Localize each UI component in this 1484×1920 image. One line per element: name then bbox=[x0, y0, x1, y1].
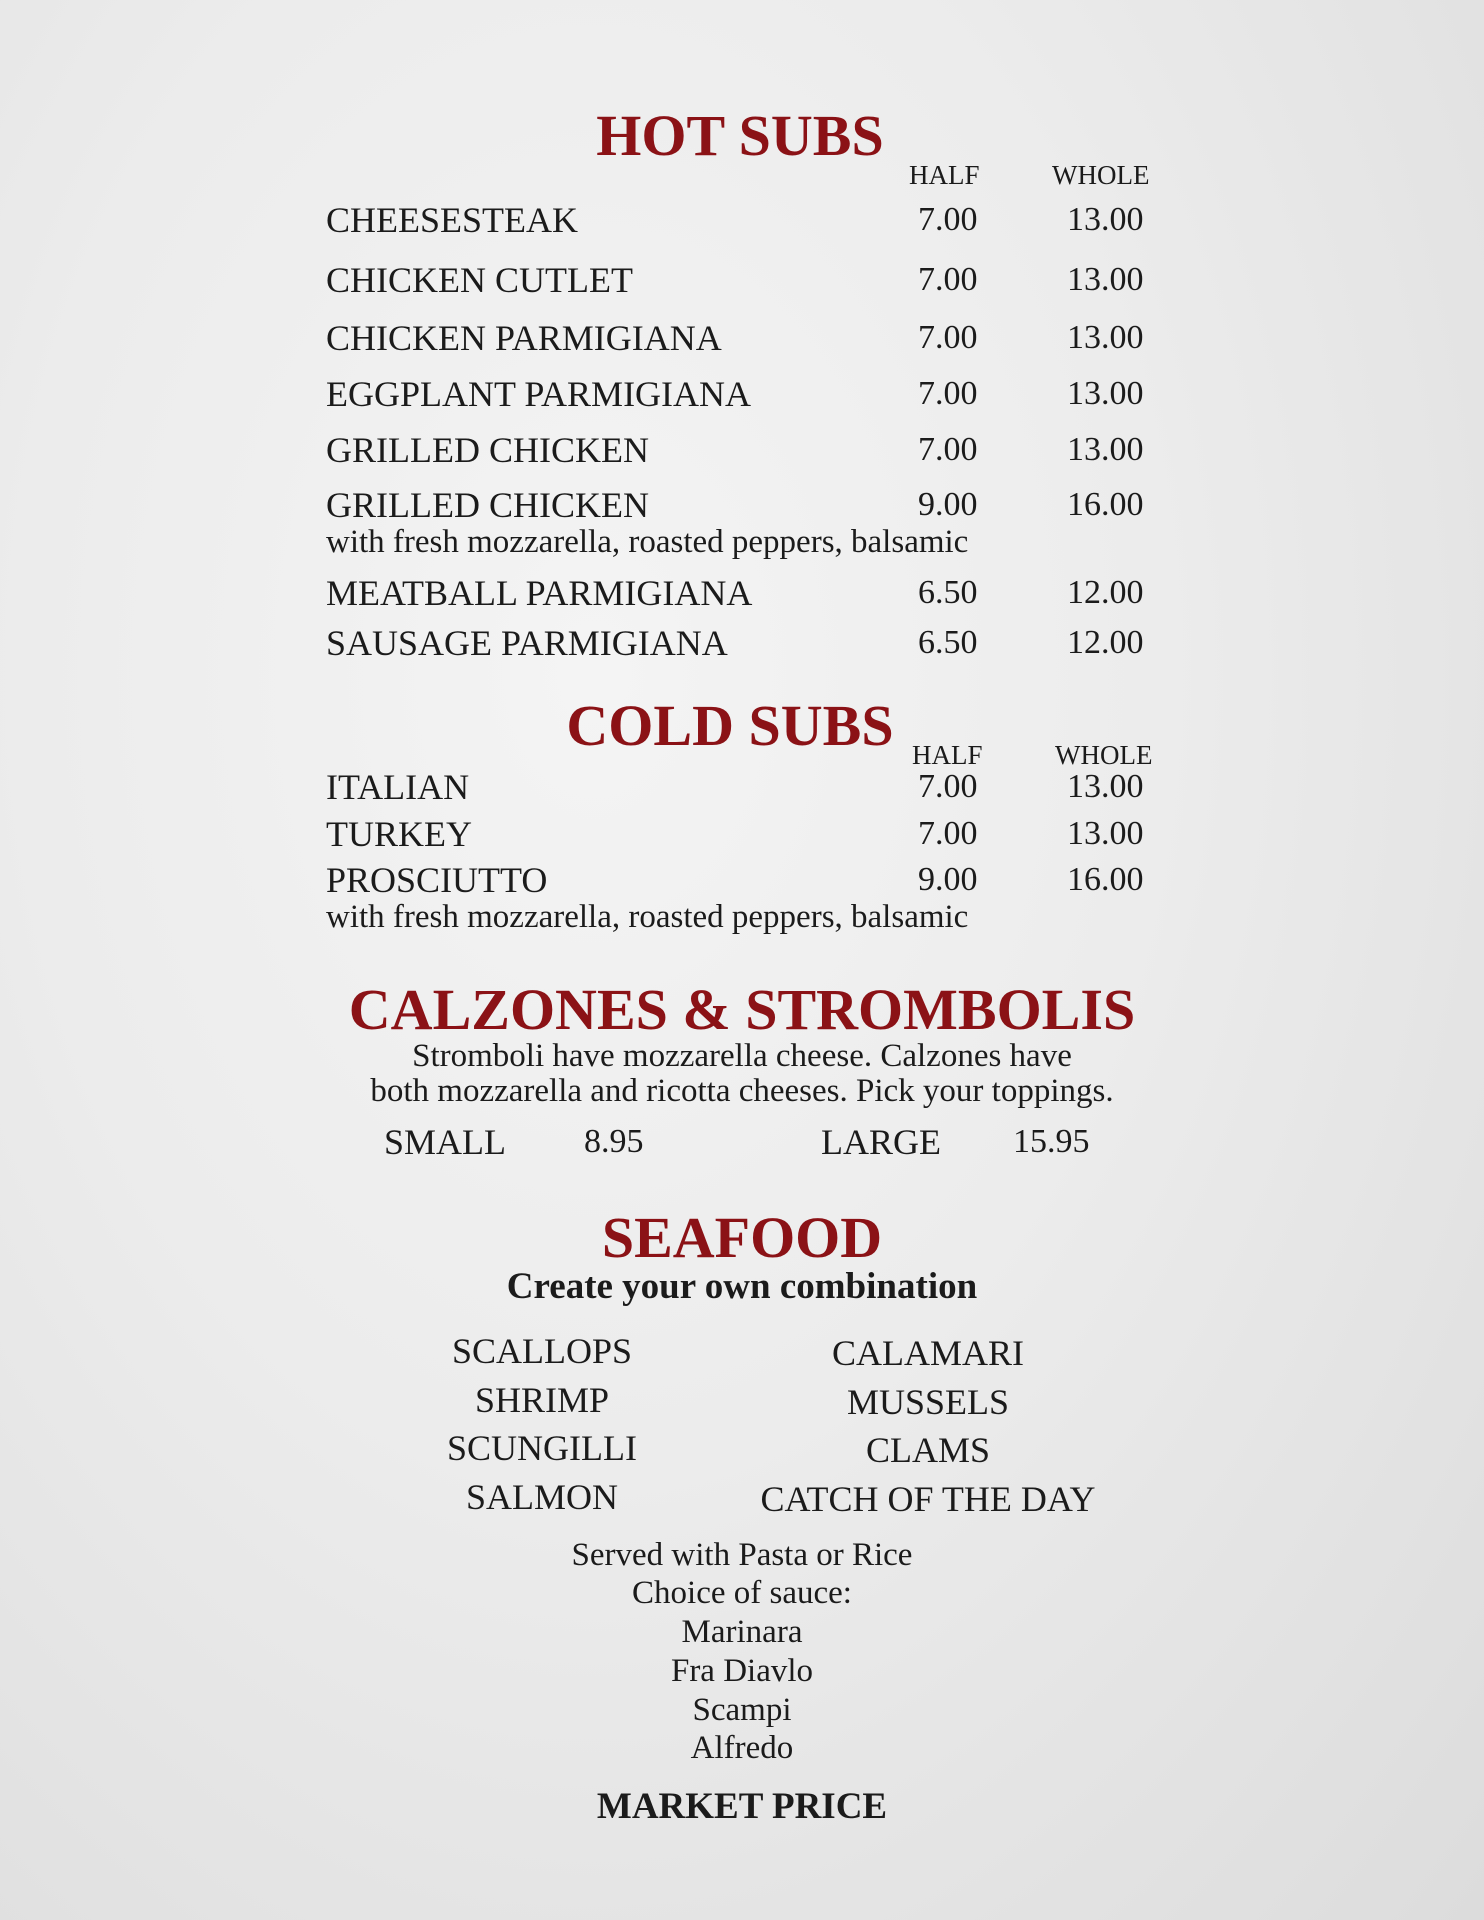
seafood-left-item: SHRIMP bbox=[474, 1380, 610, 1420]
sauce-option: Marinara bbox=[681, 1614, 803, 1650]
menu-item-name: SAUSAGE PARMIGIANA bbox=[326, 623, 728, 663]
seafood-left-item: SALMON bbox=[465, 1477, 618, 1517]
seafood-title: SEAFOOD bbox=[601, 1205, 883, 1270]
hot-subs-whole-label: WHOLE bbox=[1052, 160, 1150, 190]
menu-item-whole-price: 13.00 bbox=[1067, 815, 1144, 852]
market-price: MARKET PRICE bbox=[596, 1786, 888, 1827]
menu-item-name: ITALIAN bbox=[326, 767, 470, 807]
menu-item-whole-price: 13.00 bbox=[1067, 431, 1144, 468]
menu-item-half-price: 6.50 bbox=[918, 624, 978, 661]
menu-item-name: TURKEY bbox=[326, 814, 472, 854]
menu-item-half-price: 7.00 bbox=[918, 261, 978, 298]
menu-item-name: MEATBALL PARMIGIANA bbox=[326, 573, 753, 613]
menu-item-name: GRILLED CHICKEN bbox=[326, 485, 649, 525]
hot-subs-half-label: HALF bbox=[909, 160, 980, 190]
menu-item-half-price: 7.00 bbox=[918, 815, 978, 852]
menu-item-name: CHEESESTEAK bbox=[326, 200, 578, 240]
menu-item-note: with fresh mozzarella, roasted peppers, balsamic bbox=[326, 524, 969, 560]
menu-item-half-price: 9.00 bbox=[918, 861, 978, 898]
seafood-right-item: CALAMARI bbox=[831, 1333, 1024, 1373]
menu-item-name: GRILLED CHICKEN bbox=[326, 430, 649, 470]
menu-item-whole-price: 16.00 bbox=[1067, 861, 1144, 898]
menu-item-half-price: 7.00 bbox=[918, 768, 978, 805]
seafood-right-item: MUSSELS bbox=[846, 1382, 1010, 1422]
cold-subs-whole-label: WHOLE bbox=[1055, 740, 1153, 770]
menu-item-whole-price: 13.00 bbox=[1067, 768, 1144, 805]
menu-item-half-price: 7.00 bbox=[918, 201, 978, 238]
menu-item-name: EGGPLANT PARMIGIANA bbox=[326, 374, 752, 414]
hot-subs-title: HOT SUBS bbox=[596, 103, 884, 168]
menu-item-name: CHICKEN PARMIGIANA bbox=[326, 318, 722, 358]
calzones-description-line2: both mozzarella and ricotta cheeses. Pick your toppings. bbox=[370, 1073, 1114, 1109]
served-with: Served with Pasta or Rice bbox=[571, 1537, 913, 1573]
cold-subs-title: COLD SUBS bbox=[566, 693, 894, 758]
seafood-right-item: CATCH OF THE DAY bbox=[760, 1479, 1096, 1519]
menu-item-half-price: 7.00 bbox=[918, 319, 978, 356]
menu-item-whole-price: 12.00 bbox=[1067, 574, 1144, 611]
menu-item-name: CHICKEN CUTLET bbox=[326, 260, 633, 300]
menu-item-name: PROSCIUTTO bbox=[326, 860, 548, 900]
sauce-label: Choice of sauce: bbox=[632, 1575, 852, 1611]
menu-item-whole-price: 13.00 bbox=[1067, 261, 1144, 298]
seafood-left-item: SCALLOPS bbox=[451, 1331, 633, 1371]
menu-item-whole-price: 12.00 bbox=[1067, 624, 1144, 661]
calzones-description-line1: Stromboli have mozzarella cheese. Calzones have bbox=[412, 1038, 1072, 1074]
cold-subs-half-label: HALF bbox=[912, 740, 983, 770]
menu-item-whole-price: 13.00 bbox=[1067, 201, 1144, 238]
menu-item-whole-price: 13.00 bbox=[1067, 319, 1144, 356]
sauce-option: Fra Diavlo bbox=[670, 1653, 814, 1689]
sauce-option: Scampi bbox=[692, 1692, 792, 1728]
menu-item-half-price: 9.00 bbox=[918, 486, 978, 523]
calzone-large-price: 15.95 bbox=[1013, 1123, 1090, 1160]
calzone-large-label: LARGE bbox=[821, 1122, 941, 1162]
sauce-option: Alfredo bbox=[690, 1730, 794, 1766]
menu-item-whole-price: 16.00 bbox=[1067, 486, 1144, 523]
menu-item-note: with fresh mozzarella, roasted peppers, balsamic bbox=[326, 899, 969, 935]
seafood-subtitle: Create your own combination bbox=[506, 1266, 978, 1307]
menu-item-whole-price: 13.00 bbox=[1067, 375, 1144, 412]
calzone-small-price: 8.95 bbox=[584, 1123, 644, 1160]
calzone-small-label: SMALL bbox=[384, 1122, 507, 1162]
calzones-title: CALZONES & STROMBOLIS bbox=[348, 977, 1136, 1042]
menu-item-half-price: 7.00 bbox=[918, 375, 978, 412]
menu-item-half-price: 6.50 bbox=[918, 574, 978, 611]
menu-item-half-price: 7.00 bbox=[918, 431, 978, 468]
seafood-right-item: CLAMS bbox=[865, 1430, 991, 1470]
seafood-left-item: SCUNGILLI bbox=[447, 1428, 637, 1468]
